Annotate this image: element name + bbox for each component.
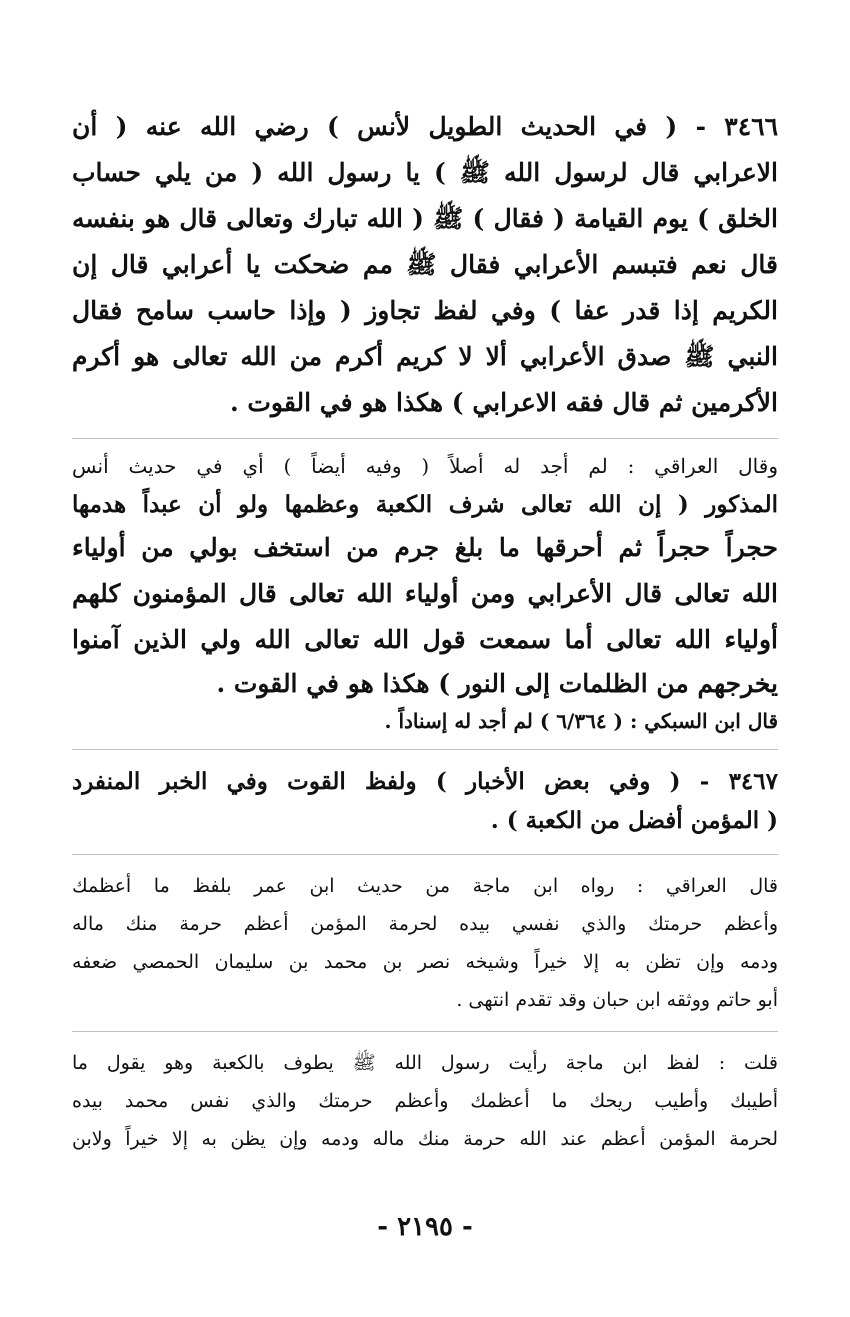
text-line: قال نعم فتبسم الأعرابي فقال ﷺ مم ضحكت يا أعرابي قال إن <box>72 250 778 279</box>
text-line: الخلق ) يوم القيامة ( فقال ) ﷺ ( الله تبارك وتعالى قال هو بنفسه <box>72 204 778 233</box>
text-line: وأعظم حرمتك والذي نفسي بيده لحرمة المؤمن أعظم حرمة منك ماله <box>72 913 778 935</box>
subki-comment: قال ابن السبكي : ( ٦/٣٦٤ ) لم أجد له إسناداً . <box>384 709 778 733</box>
text-line: الأكرمين ثم قال فقه الاعرابي ) هكذا هو في القوت . <box>229 388 778 417</box>
section-divider <box>72 1031 778 1032</box>
text-line: الكريم إذا قدر عفا ) وفي لفظ تجاوز ( وإذا حاسب سامح فقال <box>72 296 778 325</box>
text-line: ( المؤمن أفضل من الكعبة ) . <box>490 807 778 834</box>
text-line: أطيبك وأطيب ريحك ما أعظمك وأعظم حرمتك والذي نفس محمد بيده <box>72 1090 778 1112</box>
text-line: ٣٤٦٧ - ( وفي بعض الأخبار ) ولفظ القوت وفي الخبر المنفرد <box>72 768 778 795</box>
section-divider <box>72 438 778 439</box>
text-line: حجراً حجراً ثم أحرقها ما بلغ جرم من استخف بولي من أولياء <box>72 533 778 562</box>
text-line: قال العراقي : رواه ابن ماجة من حديث ابن عمر بلفظ ما أعظمك <box>72 875 778 897</box>
hadith-3467 <box>72 762 778 840</box>
section-divider <box>72 854 778 855</box>
text-line: النبي ﷺ صدق الأعرابي ألا لا كريم أكرم من الله تعالى هو أكرم <box>72 342 778 371</box>
text-line: أبو حاتم ووثقه ابن حبان وقد تقدم انتهى . <box>456 989 778 1011</box>
text-line: وقال العراقي : لم أجد له أصلاً ( وفيه أيضاً ) أي في حديث أنس <box>72 454 778 478</box>
text-line: الله تعالى قال الأعرابي ومن أولياء الله تعالى قال المؤمنون كلهم <box>72 579 778 608</box>
section-divider <box>72 749 778 750</box>
text-line: ودمه وإن تظن به إلا خيراً وشيخه نصر بن محمد بن سليمان الحمصي ضعفه <box>72 951 778 973</box>
iraqi-commentary-1 <box>72 447 778 737</box>
text-line: يخرجهم من الظلمات إلى النور ) هكذا هو في القوت . <box>216 669 778 698</box>
text-line: لحرمة المؤمن أعظم عند الله حرمة منك ماله ودمه وإن يظن به إلا خيراً ولابن <box>72 1128 778 1150</box>
iraqi-commentary-2 <box>72 867 778 1019</box>
author-comment <box>72 1044 778 1158</box>
text-line: الاعرابي قال لرسول الله ﷺ ) يا رسول الله ( من يلي حساب <box>72 158 778 187</box>
text-line: أولياء الله تعالى أما سمعت قول الله تعالى الله ولي الذين آمنوا <box>72 625 778 654</box>
page-number: - ٢١٩٥ - <box>377 1212 473 1242</box>
page-body <box>72 104 778 1158</box>
text-line: المذكور ( إن الله تعالى شرف الكعبة وعظمها ولو أن عبداً هدمها <box>72 491 778 518</box>
hadith-3466 <box>72 104 778 426</box>
text-line: قلت : لفظ ابن ماجة رأيت رسول الله ﷺ يطوف بالكعبة وهو يقول ما <box>72 1052 778 1074</box>
text-line: ٣٤٦٦ - ( في الحديث الطويل لأنس ) رضي الله عنه ( أن <box>72 112 778 141</box>
